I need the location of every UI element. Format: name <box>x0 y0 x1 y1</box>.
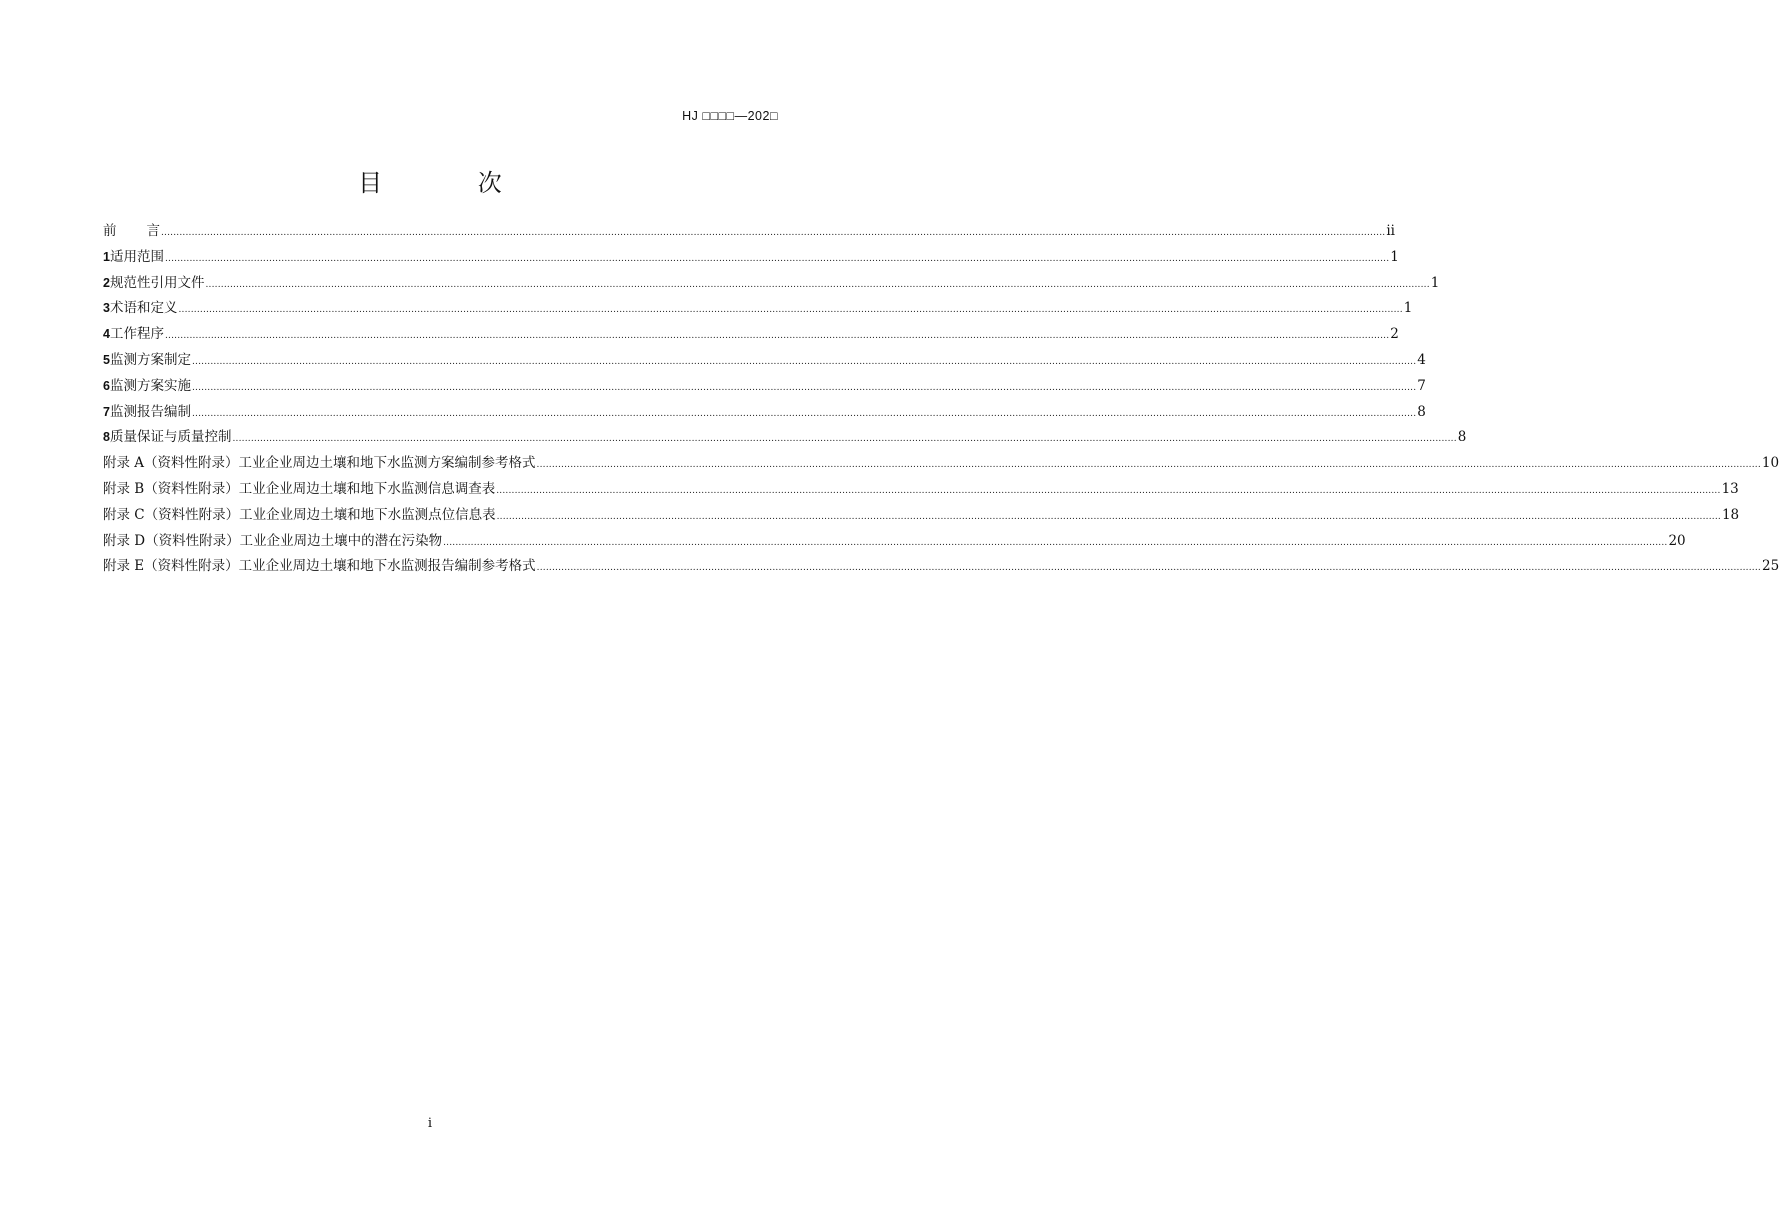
toc-entry-label: 工业企业周边土壤和地下水监测方案编制参考格式 <box>238 455 536 472</box>
toc-entry-foreword[interactable] <box>103 219 1395 245</box>
toc-entry-label: 适用范围 <box>109 248 164 265</box>
toc-entry-number: 6 <box>103 378 110 393</box>
toc-entry-label: 规范性引用文件 <box>109 274 205 291</box>
toc-entry-page: 10 <box>1761 455 1779 472</box>
toc-entry-label: 监测报告编制 <box>109 403 191 420</box>
page-number: i <box>427 1116 433 1131</box>
toc-leader-dots: ................................................................................................................................................................................................................................................................................................................................................................................................................ <box>232 434 1457 445</box>
toc-entry-page: 8 <box>1417 403 1426 420</box>
toc-entry-appendix-d[interactable] <box>103 529 1686 555</box>
toc-entry-label: 监测方案制定 <box>109 351 191 368</box>
toc-leader-dots: ................................................................................................................................................................................................................................................................................................................................................................................................................ <box>536 460 1761 471</box>
toc-entry-label: 前言 <box>103 223 190 239</box>
toc-leader-dots: ................................................................................................................................................................................................................................................................................................................................................................................................................ <box>496 485 1721 496</box>
toc-title: 目 次 <box>358 169 546 197</box>
toc-entry-page: 8 <box>1457 429 1467 446</box>
toc-entry-page: 1 <box>1430 274 1440 291</box>
toc-leader-dots: ................................................................................................................................................................................................................................................................................................................................................................................................................ <box>164 253 1390 264</box>
toc-entry-number: 2 <box>103 275 110 290</box>
toc-entry-7[interactable] <box>103 400 1426 426</box>
table-of-contents <box>103 219 1779 580</box>
toc-entry-4[interactable] <box>103 322 1399 348</box>
toc-entry-page: 4 <box>1417 351 1426 368</box>
toc-entry-label: 监测方案实施 <box>109 377 191 394</box>
toc-leader-dots: ................................................................................................................................................................................................................................................................................................................................................................................................................ <box>496 511 1721 522</box>
toc-entry-label: 工业企业周边土壤中的潜在污染物 <box>239 532 443 549</box>
toc-entry-page: 13 <box>1721 480 1739 497</box>
toc-entry-label: 质量保证与质量控制 <box>109 429 232 446</box>
toc-appendix-prefix: 附录 D（资料性附录） <box>103 532 240 549</box>
toc-entry-label: 术语和定义 <box>109 300 178 317</box>
toc-entry-appendix-c[interactable] <box>103 503 1740 529</box>
toc-entry-label: 工业企业周边土壤和地下水监测信息调查表 <box>238 480 496 497</box>
toc-entry-3[interactable] <box>103 296 1413 322</box>
toc-entry-page: 25 <box>1762 558 1779 575</box>
toc-entry-6[interactable] <box>103 374 1426 400</box>
toc-entry-number: 1 <box>103 249 110 264</box>
toc-leader-dots: ................................................................................................................................................................................................................................................................................................................................................................................................................ <box>191 408 1417 419</box>
toc-entry-page: 18 <box>1721 506 1740 523</box>
toc-entry-appendix-e[interactable] <box>103 554 1779 580</box>
toc-entry-label: 工作程序 <box>109 326 164 343</box>
toc-entry-label: 工业企业周边土壤和地下水监测报告编制参考格式 <box>238 558 536 575</box>
toc-entry-label: 工业企业周边土壤和地下水监测点位信息表 <box>239 506 496 523</box>
toc-leader-dots: ................................................................................................................................................................................................................................................................................................................................................................................................................ <box>443 537 1668 548</box>
toc-entry-2[interactable] <box>103 271 1440 297</box>
document-code: HJ □□□□—202□ <box>682 109 778 123</box>
toc-leader-dots: ................................................................................................................................................................................................................................................................................................................................................................................................................ <box>536 563 1761 574</box>
toc-entry-appendix-a[interactable] <box>103 451 1779 477</box>
toc-entry-1[interactable] <box>103 245 1399 271</box>
toc-entry-5[interactable] <box>103 348 1426 374</box>
toc-entry-8[interactable] <box>103 425 1467 451</box>
toc-entry-number: 3 <box>103 301 110 316</box>
toc-entry-number: 5 <box>103 352 110 367</box>
toc-entry-appendix-b[interactable] <box>103 477 1739 503</box>
toc-entry-page: 1 <box>1403 300 1413 317</box>
toc-appendix-prefix: 附录 B（资料性附录） <box>103 480 239 497</box>
toc-leader-dots: ................................................................................................................................................................................................................................................................................................................................................................................................................ <box>205 279 1430 290</box>
toc-entry-page: ii <box>1386 223 1395 239</box>
toc-entry-page: 20 <box>1668 532 1686 549</box>
toc-leader-dots: ................................................................................................................................................................................................................................................................................................................................................................................................................ <box>191 356 1417 367</box>
toc-entry-page: 2 <box>1390 326 1399 343</box>
toc-entry-page: 1 <box>1390 248 1399 265</box>
toc-entry-number: 4 <box>103 327 110 342</box>
toc-appendix-prefix: 附录 A（资料性附录） <box>103 455 239 472</box>
toc-entry-page: 7 <box>1417 377 1426 394</box>
toc-leader-dots: ................................................................................................................................................................................................................................................................................................................................................................................................................ <box>164 331 1390 342</box>
toc-entry-number: 8 <box>103 430 110 445</box>
toc-appendix-prefix: 附录 C（资料性附录） <box>103 506 240 523</box>
toc-leader-dots: ................................................................................................................................................................................................................................................................................................................................................................................................................ <box>178 305 1403 316</box>
toc-leader-dots: ................................................................................................................................................................................................................................................................................................................................................................................................................ <box>161 228 1386 238</box>
toc-entry-number: 7 <box>103 404 110 419</box>
toc-leader-dots: ................................................................................................................................................................................................................................................................................................................................................................................................................ <box>191 382 1417 393</box>
toc-appendix-prefix: 附录 E（资料性附录） <box>103 558 239 575</box>
